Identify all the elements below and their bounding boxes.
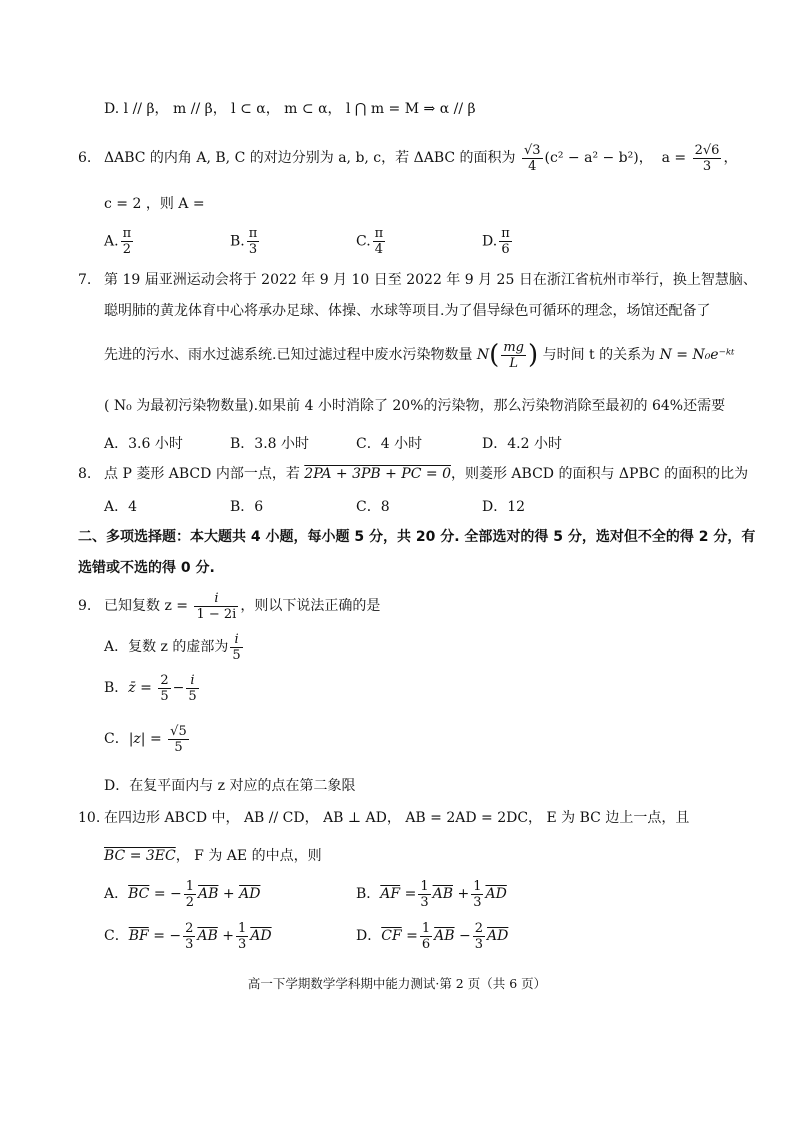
q9-option-b: B．z̄ = $\frac{2}{5}$ − $\frac{i}{5}$ (104, 672, 197, 704)
q9-stem (104, 586, 380, 626)
q7-line3 (104, 333, 735, 377)
z-fraction: $\frac{i}{1 - 2i}$ (196, 590, 237, 622)
question-number: 6. (78, 150, 92, 166)
q6-stem (104, 138, 737, 178)
q7-line1: 第 19 届亚洲运动会将于 2022 年 9 月 10 日至 2022 年 9 月 25 日在浙江省杭州市举行，换上智慧脑、 (104, 272, 757, 288)
stem-text: 点 P 菱形 ABCD 内部一点，若 (104, 466, 300, 482)
q8-option-c: C．8 (356, 499, 390, 515)
question-number: 9. (78, 598, 92, 614)
q10-option-b: B．$\overline{AF}$ = $\frac{1}{3}$ $\overline{AB}$ + $\frac{1}{3}$ $\overline{AD}$ (356, 878, 507, 910)
question-number: 7. (78, 272, 92, 288)
stem-text: 与时间 t 的关系为 (542, 347, 656, 363)
q8-option-d: D．12 (482, 499, 526, 515)
unit-fraction: $\frac{mg}{L}$ (503, 339, 524, 371)
vector-equation: 2PA + 3PB + PC = 0 (304, 466, 451, 482)
q6-option-c: C. $\frac{\pi}{4}$ (356, 226, 384, 257)
q7-option-c: C．4 小时 (356, 436, 423, 452)
q10-option-c: C．$\overline{BF}$ = − $\frac{2}{3}$ $\overline{AB}$ + $\frac{1}{3}$ $\overline{AD}$ (104, 920, 272, 952)
stem-text: ，则菱形 ABCD 的面积与 ΔPBC 的面积的比为 (450, 466, 749, 482)
q7-line2: 聪明肺的黄龙体育中心将承办足球、体操、水球等项目.为了倡导绿色可循环的理念，场馆还配备了 (104, 303, 711, 319)
variable-n: N (476, 347, 490, 363)
q10-line1: 在四边形 ABCD 中， AB // CD， AB ⊥ AD， AB = 2AD = 2DC， E 为 BC 边上一点，且 (104, 810, 690, 826)
q6-line2: c = 2 ，则 A = (104, 196, 205, 212)
q9-option-a: A．复数 z 的虚部为 $\frac{i}{5}$ (104, 631, 241, 663)
section-heading-cont: 选错或不选的得 0 分. (78, 560, 215, 576)
q8-option-a: A．4 (104, 499, 138, 515)
q5-option-d (104, 99, 476, 119)
page-footer: 高一下学期数学学科期中能力测试·第 2 页（共 6 页） (247, 976, 547, 991)
stem-text: ，则以下说法正确的是 (240, 598, 381, 614)
a-fraction: $\frac{2√6}{3}$ (694, 142, 720, 174)
comma: ， (723, 150, 738, 166)
q10-option-a: A．$\overline{BC}$ = − $\frac{1}{2}$ $\overline{AB} + \overline{AD}$ (104, 878, 261, 910)
stem-text: 已知复数 z = (104, 598, 189, 614)
q9-option-d: D．在复平面内与 z 对应的点在第二象限 (104, 778, 356, 794)
q6-option-a: A. $\frac{\pi}{2}$ (104, 226, 132, 257)
q6-option-b: B. $\frac{\pi}{3}$ (230, 226, 258, 257)
area-tail: (c² − a² − b²)， (544, 150, 653, 166)
q10-line2 (104, 846, 322, 866)
question-number: 10. (78, 810, 101, 826)
q6-option-d: D. $\frac{\pi}{6}$ (482, 226, 510, 257)
q7-option-b: B．3.8 小时 (230, 436, 310, 452)
section-heading: 二、多项选择题：本大题共 4 小题，每小题 5 分，共 20 分. 全部选对的得 5 分，选对但不全的得 2 分，有 (78, 529, 756, 545)
stem-text: ΔABC 的内角 A, B, C 的对边分别为 a, b, c，若 ΔABC 的面积为 (104, 150, 516, 166)
q10-option-d: D．$\overline{CF}$ = $\frac{1}{6}$ $\overline{AB}$ − $\frac{2}{3}$ $\overline{AD}$ (356, 920, 509, 952)
q9-option-c: C．|z| = $\frac{√5}{5}$ (104, 723, 187, 755)
question-number: 8. (78, 466, 92, 482)
option-label: D. (104, 101, 120, 117)
vector-relation: BC = 3EC (104, 848, 176, 864)
a-equals: a = (661, 150, 687, 166)
stem-text: 先进的污水、雨水过滤系统.已知过滤过程中废水污染物数量 (104, 347, 473, 363)
q8-stem (104, 464, 748, 484)
right-paren: ) (527, 340, 539, 370)
q7-option-a: A．3.6 小时 (104, 436, 183, 452)
area-fraction: $\frac{√3}{4}$ (523, 142, 541, 174)
decay-formula: N = N₀e⁻ᵏᵗ (659, 347, 735, 363)
q7-option-d: D．4.2 小时 (482, 436, 562, 452)
left-paren: ( (489, 340, 500, 370)
q7-line4: ( N₀ 为最初污染物数量).如果前 4 小时消除了 20%的污染物，那么污染物消除至最初的 64%还需要 (104, 398, 726, 414)
option-text: l // β， m // β， l ⊂ α， m ⊂ α， l ⋂ m = M ⇒ α // β (123, 101, 476, 117)
q8-option-b: B．6 (230, 499, 264, 515)
stem-text: ， F 为 AE 的中点，则 (175, 848, 322, 864)
